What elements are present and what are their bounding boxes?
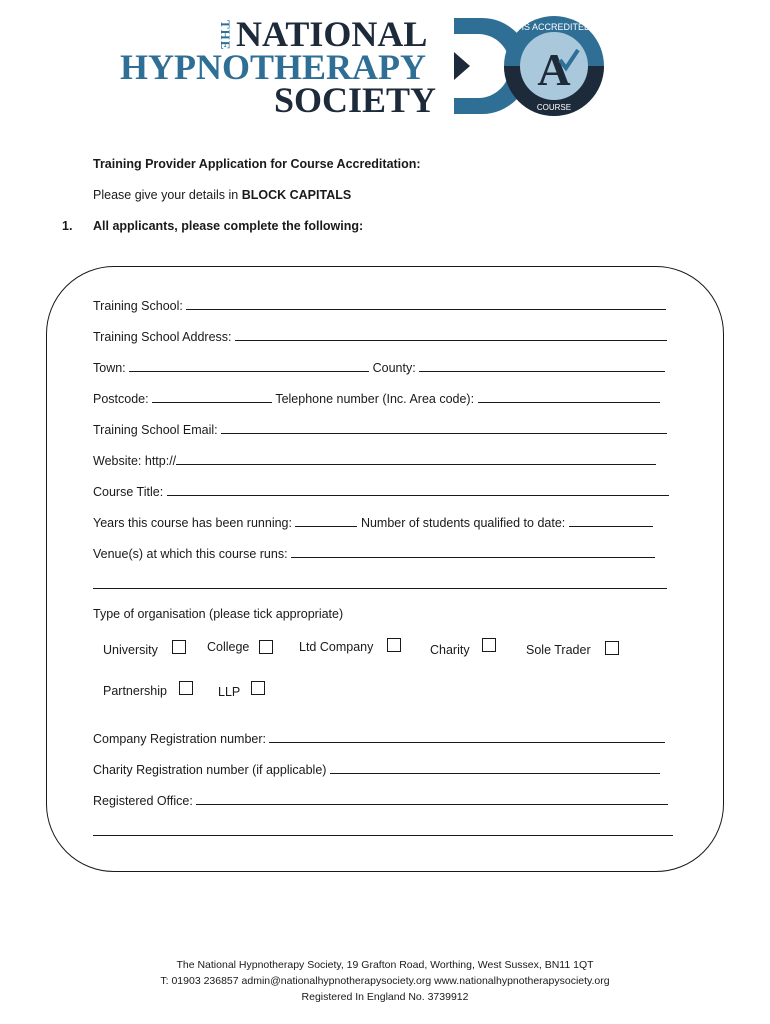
section-label: All applicants, please complete the following: [93, 219, 364, 233]
instruction-bold: BLOCK CAPITALS [241, 188, 352, 202]
option-partnership-label: Partnership [103, 684, 167, 698]
email-input[interactable] [221, 422, 667, 434]
course-title-label: Course Title: [93, 485, 164, 499]
applicant-details-frame [46, 266, 724, 872]
telephone-input[interactable] [478, 391, 660, 403]
telephone-label: Telephone number (Inc. Area code): [275, 392, 475, 406]
charity-reg-label: Charity Registration number (if applicable) [93, 763, 327, 777]
town-input[interactable] [129, 360, 369, 372]
form-title: Training Provider Application for Course Accreditation: [93, 157, 421, 171]
students-input[interactable] [569, 515, 653, 527]
option-llp-checkbox[interactable] [251, 681, 265, 695]
option-llp-label: LLP [218, 685, 241, 699]
training-school-input[interactable] [186, 298, 666, 310]
section-number: 1. [62, 219, 73, 233]
registered-office-input-2[interactable] [93, 824, 673, 836]
logo-the: THE [218, 20, 233, 51]
town-county-row [93, 360, 665, 375]
badge-letter: A [537, 44, 571, 95]
email-label: Training School Email: [93, 423, 218, 437]
badge-bottom-text: COURSE [536, 103, 572, 112]
charity-reg-row [93, 762, 660, 777]
years-input[interactable] [295, 515, 357, 527]
org-type-label: Type of organisation (please tick appropriate) [93, 607, 344, 621]
option-sole-trader-checkbox[interactable] [605, 641, 619, 655]
website-row [93, 453, 656, 468]
website-label: Website: http:// [93, 454, 177, 468]
postcode-phone-row [93, 391, 660, 406]
charity-reg-input[interactable] [330, 762, 660, 774]
years-students-row [93, 515, 653, 530]
town-label: Town: [93, 361, 126, 375]
instruction [93, 188, 351, 202]
email-row [93, 422, 667, 437]
training-school-label: Training School: [93, 299, 183, 313]
option-college-label: College [207, 640, 250, 654]
course-title-input[interactable] [167, 484, 669, 496]
county-input[interactable] [419, 360, 665, 372]
logo-national: NATIONAL [236, 14, 428, 54]
company-reg-input[interactable] [269, 731, 665, 743]
footer-registration: Registered In England No. 3739912 [301, 991, 469, 1003]
venues-input-2[interactable] [93, 577, 667, 589]
registered-office-input[interactable] [196, 793, 668, 805]
students-label: Number of students qualified to date: [360, 516, 566, 530]
footer-address: The National Hypnotherapy Society, 19 Grafton Road, Worthing, West Sussex, BN11 1QT [176, 959, 594, 971]
county-label: County: [372, 361, 416, 375]
option-charity-label: Charity [430, 643, 470, 657]
postcode-label: Postcode: [93, 392, 149, 406]
registered-office-row [93, 793, 668, 808]
venues-input[interactable] [291, 546, 655, 558]
address-input[interactable] [235, 329, 667, 341]
course-title-row [93, 484, 669, 499]
option-sole-trader-label: Sole Trader [526, 643, 591, 657]
company-reg-label: Company Registration number: [93, 732, 266, 746]
logo-society: SOCIETY [274, 80, 437, 120]
training-school-row [93, 298, 666, 313]
logo-hypnotherapy: HYPNOTHERAPY [120, 47, 426, 87]
option-ltd-label: Ltd Company [299, 640, 374, 654]
badge-top-text: HS ACCREDITED [517, 22, 591, 32]
postcode-input[interactable] [152, 391, 272, 403]
venues-label: Venue(s) at which this course runs: [93, 547, 288, 561]
option-ltd-checkbox[interactable] [387, 638, 401, 652]
option-charity-checkbox[interactable] [482, 638, 496, 652]
option-partnership-checkbox[interactable] [179, 681, 193, 695]
instruction-text: Please give your details in [93, 188, 242, 202]
footer-contact: T: 01903 236857 admin@nationalhypnotherapysociety.org www.nationalhypnotherapysociety.org [160, 975, 610, 987]
option-university-checkbox[interactable] [172, 640, 186, 654]
address-label: Training School Address: [93, 330, 232, 344]
accreditation-badge [450, 14, 615, 118]
registered-office-label: Registered Office: [93, 794, 193, 808]
option-college-checkbox[interactable] [259, 640, 273, 654]
option-university-label: University [103, 643, 158, 657]
venues-row [93, 546, 655, 561]
company-reg-row [93, 731, 665, 746]
website-input[interactable] [176, 453, 656, 465]
years-label: Years this course has been running: [93, 516, 292, 530]
venues-row-2 [93, 577, 667, 592]
address-row [93, 329, 667, 344]
registered-office-row-2 [93, 824, 673, 839]
